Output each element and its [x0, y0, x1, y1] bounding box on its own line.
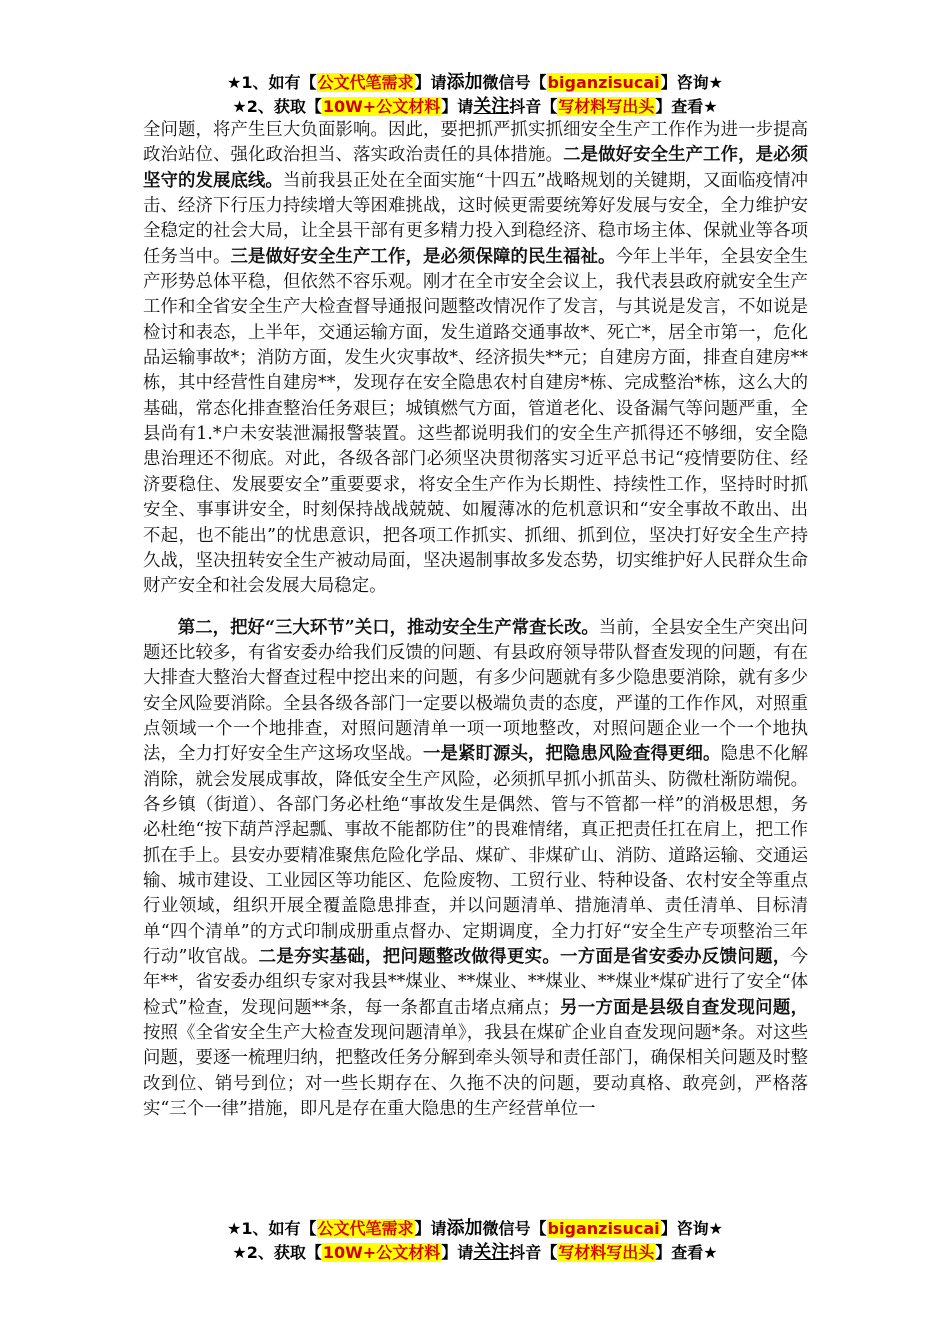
p2-heading: 第二，把好“三大环节”关口，推动安全生产常查长改。 — [177, 617, 599, 638]
p2-segment: 按照《全省安全生产大检查发现问题清单》，我县在煤矿企业自查发现问题*条。对这些问题，要逐一梳理归纳，把整改任务分解到牵头领导和责任部门，确保相关问题及时整改到位、销号到位；对一些长期存在、久拖不决的问题，要动真格、敢亮剑，严格落实“三个一律”措施，即凡是存在重大隐患的生产经营单位一 — [143, 1023, 808, 1120]
footer-1-prefix: ★1、如有【 — [227, 1219, 317, 1238]
banner-2-suffix: 】查看★ — [655, 97, 718, 116]
banner-2-highlight-douyin: 写材料写出头 — [558, 97, 655, 116]
footer-1-suffix: 】咨询★ — [660, 1219, 723, 1238]
footer-1-highlight-service: 公文代笔需求 — [317, 1219, 414, 1238]
banner-1-mid: 】请 — [414, 73, 447, 92]
footer-1-emphasis: 添加 — [446, 1218, 483, 1239]
p2-segment: 当前，全县安全生产突出问题还比较多，有省安委办给我们反馈的问题、有县政府领导带队督查发现的问题，有在大排查大整治大督查过程中挖出来的问题，有多少问题就有多少隐患要消除，就有多少安全风险要消除。全县各级各部门一定要以极端负责的态度，严谨的工作作风，对照重点领域一个一个地排查，对照问题清单一项一项地整改，对照问题企业一个一个地执法，全力打好安全生产这场攻坚战。 — [143, 617, 808, 765]
footer-1-mid2: 微信号【 — [482, 1219, 547, 1238]
footer-2-prefix: ★2、获取【 — [232, 1243, 322, 1262]
banner-2-mid: 】请 — [441, 97, 474, 116]
header-banner-line-2 — [0, 96, 950, 118]
header-banner-line-1 — [0, 72, 950, 94]
document-body — [143, 118, 808, 1122]
footer-banner-line-1 — [0, 1218, 950, 1240]
banner-2-highlight-materials: 10W+公文材料 — [322, 97, 441, 116]
paragraph-2 — [143, 616, 808, 1123]
p2-bold-point-2: 二是夯实基础，把问题整改做得更实。一方面是省安委办反馈问题， — [258, 947, 791, 967]
footer-2-highlight-douyin: 写材料写出头 — [558, 1243, 655, 1262]
p1-segment: 当前我县正处在全面实施“十四五”战略规划的关键期，又面临疫情冲击、经济下行压力持续增大等困难挑战，这时候更需要统筹好发展与安全，全力维护安全稳定的社会大局，让全县干部有更多精力投入到稳经济、稳市场主体、保就业等各项任务当中。 — [143, 170, 808, 267]
footer-1-mid: 】请 — [414, 1219, 447, 1238]
p2-bold-point-1: 一是紧盯源头，把隐患风险查得更细。 — [423, 744, 721, 765]
banner-1-prefix: ★1、如有【 — [227, 73, 317, 92]
footer-2-emphasis: 关注 — [473, 1242, 510, 1263]
p1-bold-point-3: 三是做好安全生产工作，是必须保障的民生福祉。 — [230, 246, 616, 267]
footer-2-mid: 】请 — [441, 1243, 474, 1262]
p1-segment: 今年上半年，全县安全生产形势总体平稳，但依然不容乐观。刚才在全市安全会议上，我代表县政府就安全生产工作和全省安全生产大检查督导通报问题整改情况作了发言，与其说是发言，不如说是检讨和表态，上半年，交通运输方面，发生道路交通事故*、死亡*，居全市第一，危化品运输事故*；消防方面，发生火灾事故*、经济损失**元；自建房方面，排查自建房**栋，其中经营性自建房**，发现存在安全隐患农村自建房*栋、完成整治*栋，这么大的基础，常态化排查整治任务艰巨；城镇燃气方面，管道老化、设备漏气等问题严重，全县尚有1.*户未安装泄漏报警装置。这些都说明我们的安全生产抓得还不够细，安全隐患治理还不彻底。对此，各级各部门必须坚决贯彻落实习近平总书记“疫情要防住、经济要稳住、发展要安全”重要要求，将安全生产作为长期性、持续性工作，坚持时时抓安全、事事讲安全，时刻保持战战兢兢、如履薄冰的危机意识和“安全事故不敢出、出不起，也不能出”的忧患意识，把各项工作抓实、抓细、抓到位，坚决打好安全生产持久战，坚决扭转安全生产被动局面，坚决遏制事故多发态势，切实维护好人民群众生命财产安全和社会发展大局稳定。 — [143, 246, 808, 597]
banner-2-emphasis: 关注 — [473, 96, 510, 117]
footer-2-highlight-materials: 10W+公文材料 — [322, 1243, 441, 1262]
footer-banner-line-2 — [0, 1242, 950, 1264]
banner-1-mid2: 微信号【 — [482, 73, 547, 92]
p2-segment: 隐患不化解消除，就会发展成事故，降低安全生产风险，必须抓早抓小抓苗头、防微杜渐防端倪。各乡镇（街道）、各部门务必杜绝“事故发生是偶然、管与不管都一样”的消极思想，务必杜绝“按下葫芦浮起瓢、事故不能都防住”的畏难情绪，真正把责任扛在肩上，把工作抓在手上。县安办要精准聚焦危险化学品、煤矿、非煤矿山、消防、道路运输、交通运输、城市建设、工业园区等功能区、危险废物、工贸行业、特种设备、农村安全等重点行业领域，组织开展全覆盖隐患排查，并以问题清单、措施清单、责任清单、目标清单“四个清单”的方式印制成册重点督办、定期调度，全力打好“安全生产专项整治三年行动”收官战。 — [143, 744, 808, 967]
banner-1-emphasis: 添加 — [446, 72, 483, 93]
banner-1-highlight-service: 公文代笔需求 — [317, 73, 414, 92]
paragraph-1 — [143, 118, 808, 600]
footer-2-suffix: 】查看★ — [655, 1243, 718, 1262]
banner-2-mid2: 抖音【 — [509, 97, 558, 116]
banner-1-suffix: 】咨询★ — [660, 73, 723, 92]
p2-segment: 今年**，省安委办组织专家对我县**煤业、**煤业、**煤业、**煤业*煤矿进行了安全“体检式”检查，发现问题**条，每一条都直击堵点痛点； — [143, 947, 808, 1018]
banner-1-highlight-wechat: biganzisucai — [547, 73, 660, 92]
footer-2-mid2: 抖音【 — [509, 1243, 558, 1262]
footer-1-highlight-wechat: biganzisucai — [547, 1219, 660, 1238]
banner-2-prefix: ★2、获取【 — [232, 97, 322, 116]
p2-bold-other-side: 另一方面是县级自查发现问题， — [559, 997, 808, 1018]
p1-bold-point-2: 二是做好安全生产工作，是必须坚守的发展底线。 — [143, 145, 808, 191]
p1-segment: 全问题，将产生巨大负面影响。因此，要把抓严抓实抓细安全生产工作作为进一步提高政治站位、强化政治担当、落实政治责任的具体措施。 — [143, 120, 808, 166]
